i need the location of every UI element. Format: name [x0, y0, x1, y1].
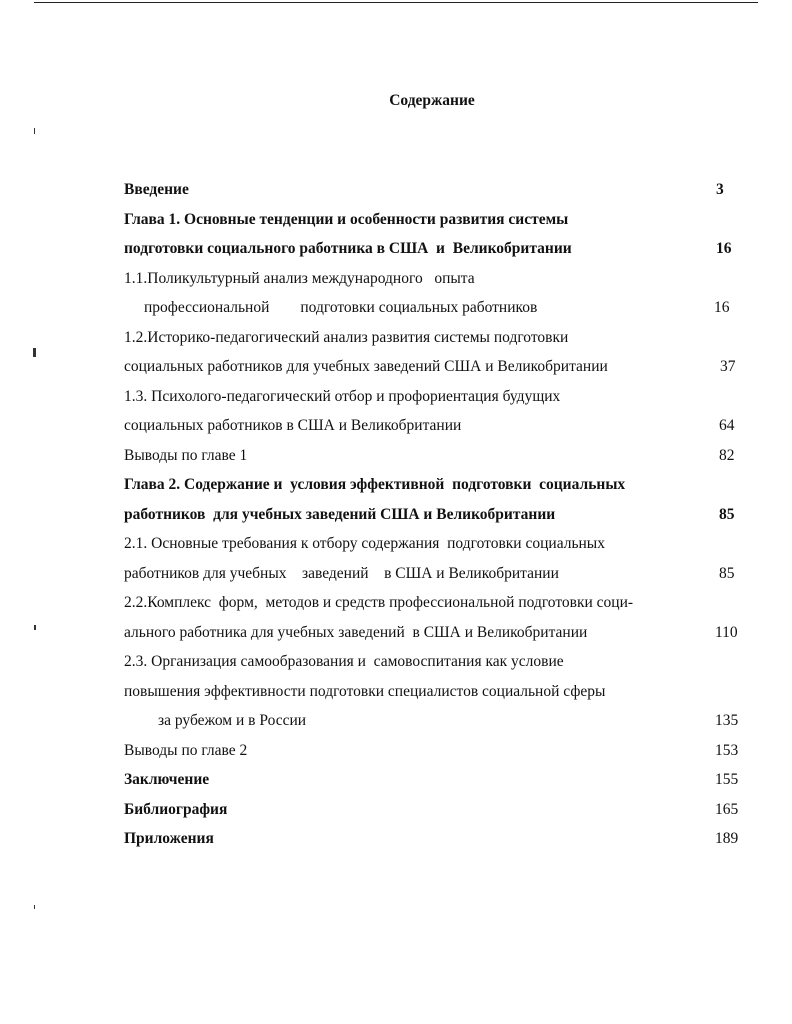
- scan-artifact-mark: [33, 348, 36, 357]
- scan-artifact-mark: [34, 128, 35, 134]
- toc-entry-text: 2.2.Комплекс форм, методов и средств профессиональной подготовки соци-: [124, 594, 634, 611]
- toc-entry-text: Глава 1. Основные тенденции и особенности развития системы: [124, 210, 569, 228]
- toc-page-number: 85: [719, 505, 735, 523]
- toc-page-number: 82: [719, 446, 735, 464]
- toc-page-number: 16: [714, 299, 730, 316]
- toc-entry-section-2-1[interactable]: [124, 529, 744, 559]
- toc-entry-text: Приложения: [124, 830, 214, 847]
- toc-page-number: 155: [715, 771, 739, 788]
- toc-entry-section-1-1-cont[interactable]: [124, 293, 744, 323]
- toc-entry-section-2-1-cont[interactable]: [124, 559, 744, 589]
- toc-entry-text: повышения эффективности подготовки специалистов социальной сферы: [124, 682, 606, 700]
- toc-entry-text: Библиография: [124, 800, 228, 818]
- toc-entry-text: за рубежом и в России: [158, 712, 307, 729]
- toc-entry-section-1-3-cont[interactable]: [124, 411, 744, 441]
- toc-entry-section-1-1[interactable]: [124, 264, 744, 294]
- toc-entry-text: Заключение: [124, 771, 210, 788]
- toc-page-number: 189: [715, 830, 739, 847]
- toc-entry-text: работников для учебных заведений США и Великобритании: [124, 505, 556, 523]
- toc-entry-section-1-2[interactable]: [124, 323, 744, 353]
- toc-entry-text: социальных работников для учебных заведений США и Великобритании: [124, 358, 608, 375]
- toc-page-number: 64: [719, 417, 735, 434]
- toc-entry-conclusions-2[interactable]: [124, 736, 744, 766]
- toc-entry-chapter-1-cont[interactable]: [124, 234, 744, 264]
- toc-entry-text: 1.1.Поликультурный анализ международного опыта: [124, 269, 475, 287]
- scan-artifact-mark: [34, 625, 36, 630]
- toc-page-number: 16: [716, 240, 732, 257]
- toc-entry-text: Выводы по главе 2: [124, 741, 248, 759]
- toc-entry-chapter-2[interactable]: [124, 470, 744, 500]
- toc-entry-text: 2.3. Организация самообразования и самовоспитания как условие: [124, 653, 564, 670]
- toc-entry-text: социальных работников в США и Великобритании: [124, 417, 462, 434]
- toc-entry-section-1-2-cont[interactable]: [124, 352, 744, 382]
- toc-entry-text: 1.3. Психолого-педагогический отбор и профориентация будущих: [124, 387, 561, 405]
- toc-entry-appendices[interactable]: [124, 824, 744, 854]
- toc-entry-text: Глава 2. Содержание и условия эффективной подготовки социальных: [124, 476, 626, 493]
- toc-page-number: 153: [715, 741, 739, 759]
- toc-entry-text: Введение: [124, 181, 189, 198]
- toc-page-number: 85: [719, 564, 735, 582]
- toc-entry-text: профессиональной подготовки социальных работников: [144, 299, 538, 316]
- toc-entry-text: Выводы по главе 1: [124, 446, 248, 464]
- toc-entry-text: 2.1. Основные требования к отбору содержания подготовки социальных: [124, 535, 605, 552]
- toc-entry-chapter-2-cont[interactable]: [124, 500, 744, 530]
- scan-artifact-mark: [34, 905, 35, 909]
- toc-entry-introduction[interactable]: [124, 175, 744, 205]
- toc-entry-conclusion[interactable]: [124, 765, 744, 795]
- page-title: Содержание: [389, 92, 475, 109]
- toc-page-number: 165: [715, 800, 739, 818]
- toc-entry-text: работников для учебных заведений в США и Великобритании: [124, 564, 559, 582]
- table-of-contents: [124, 175, 744, 854]
- toc-entry-section-2-3-cont[interactable]: [124, 677, 744, 707]
- toc-entry-section-2-3[interactable]: [124, 647, 744, 677]
- top-border-rule: [34, 2, 758, 3]
- toc-entry-text: 1.2.Историко-педагогический анализ развития системы подготовки: [124, 328, 569, 346]
- toc-entry-section-1-3[interactable]: [124, 382, 744, 412]
- toc-entry-section-2-3-cont-2[interactable]: [124, 706, 744, 736]
- toc-entry-text: ального работника для учебных заведений в США и Великобритании: [124, 623, 588, 641]
- toc-entry-chapter-1[interactable]: [124, 205, 744, 235]
- toc-entry-section-2-2[interactable]: [124, 588, 744, 618]
- toc-page-number: 3: [716, 181, 724, 198]
- toc-entry-text: подготовки социального работника в США и Великобритании: [124, 240, 572, 257]
- toc-entry-section-2-2-cont[interactable]: [124, 618, 744, 648]
- toc-page-number: 37: [720, 358, 736, 375]
- toc-page-number: 110: [715, 623, 738, 641]
- toc-entry-bibliography[interactable]: [124, 795, 744, 825]
- toc-entry-conclusions-1[interactable]: [124, 441, 744, 471]
- toc-page-number: 135: [715, 712, 739, 729]
